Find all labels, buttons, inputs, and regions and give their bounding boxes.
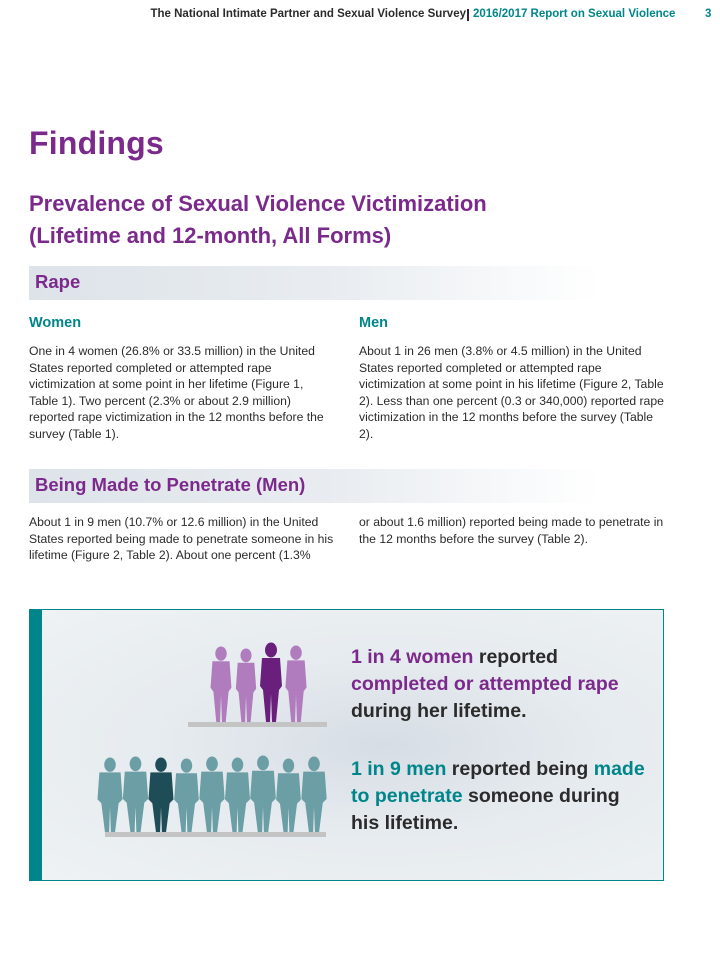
made-to-penetrate-paragraph-col2: or about 1.6 million) reported being made to penetrate in the 12 months before the survey (Table 2).: [359, 515, 664, 546]
women-stat-highlight: 1 in 4 women: [351, 646, 474, 668]
women-rape-paragraph: One in 4 women (26.8% or 33.5 million) in the United States reported completed or attempted rape victimization at some point in her lifetime (Figure 1, Table 1). Two percent (2.3% or about 2.9 million) reported rape victimization in the 12 months before the survey (Table 1).: [29, 344, 324, 441]
women-stat-highlight2: completed or attempted rape: [351, 673, 619, 695]
men-rape-paragraph: About 1 in 26 men (3.8% or 4.5 million) in the United States reported completed or attempted rape victimization at some point in his lifetime (Figure 2, Table 2). Less than one percent (0.3 or 340,000) reported rape victimization in the 12 months before the survey (Table 2).: [359, 344, 664, 441]
header-separator: [467, 9, 469, 21]
men-stat-text2: someone during his lifetime.: [351, 785, 620, 834]
man-figure-icon: [276, 758, 301, 834]
rape-heading: Rape: [35, 271, 81, 292]
made-to-penetrate-heading: Being Made to Penetrate (Men): [35, 474, 306, 495]
women-shelf: [188, 722, 327, 727]
women-stat-text1: reported: [473, 646, 558, 668]
man-figure-icon: [225, 757, 250, 834]
women-stat-text: [351, 644, 651, 725]
findings-heading: Findings: [29, 125, 164, 161]
man-figure-icon: [301, 756, 326, 834]
made-to-penetrate-heading-band: [29, 469, 599, 503]
men-silhouettes-icon: [97, 752, 329, 834]
section-title-line1: Prevalence of Sexual Violence Victimization: [29, 191, 487, 216]
man-figure-icon: [174, 758, 199, 834]
section-title-line2: (Lifetime and 12-month, All Forms): [29, 223, 392, 248]
men-stat-highlight: 1 in 9 men: [351, 758, 447, 780]
report-title: 2016/2017 Report on Sexual Violence: [473, 8, 676, 20]
men-stat-text1: reported being: [446, 758, 594, 780]
women-stat-text2: during her lifetime.: [351, 700, 527, 722]
man-figure-icon: [123, 756, 148, 834]
man-figure-icon: [97, 757, 122, 834]
men-shelf: [105, 832, 326, 837]
woman-figure-icon: [211, 646, 232, 722]
men-stat-text: [351, 756, 651, 837]
women-subheading: Women: [29, 315, 82, 331]
women-silhouettes-icon: [207, 640, 311, 724]
man-figure-icon: [148, 757, 173, 834]
man-figure-icon: [199, 756, 224, 834]
woman-figure-icon: [236, 648, 256, 722]
man-figure-icon: [250, 755, 276, 834]
made-to-penetrate-paragraph-col1: About 1 in 9 men (10.7% or 12.6 million) in the United States reported being made to penetrate someone in his lifetime (Figure 2, Table 2). About one percent (1.3%: [29, 515, 334, 562]
survey-title: The National Intimate Partner and Sexual Violence Survey: [150, 8, 466, 20]
men-subheading: Men: [359, 315, 388, 331]
men-stat-highlight2: made to penetrate: [351, 758, 645, 807]
statistics-callout-box: [29, 609, 664, 881]
woman-figure-icon: [285, 645, 306, 722]
section-title: [29, 188, 629, 252]
running-header: [0, 8, 720, 26]
page-number: 3: [705, 8, 712, 20]
woman-figure-icon: [260, 643, 282, 723]
rape-heading-band: [29, 266, 599, 300]
